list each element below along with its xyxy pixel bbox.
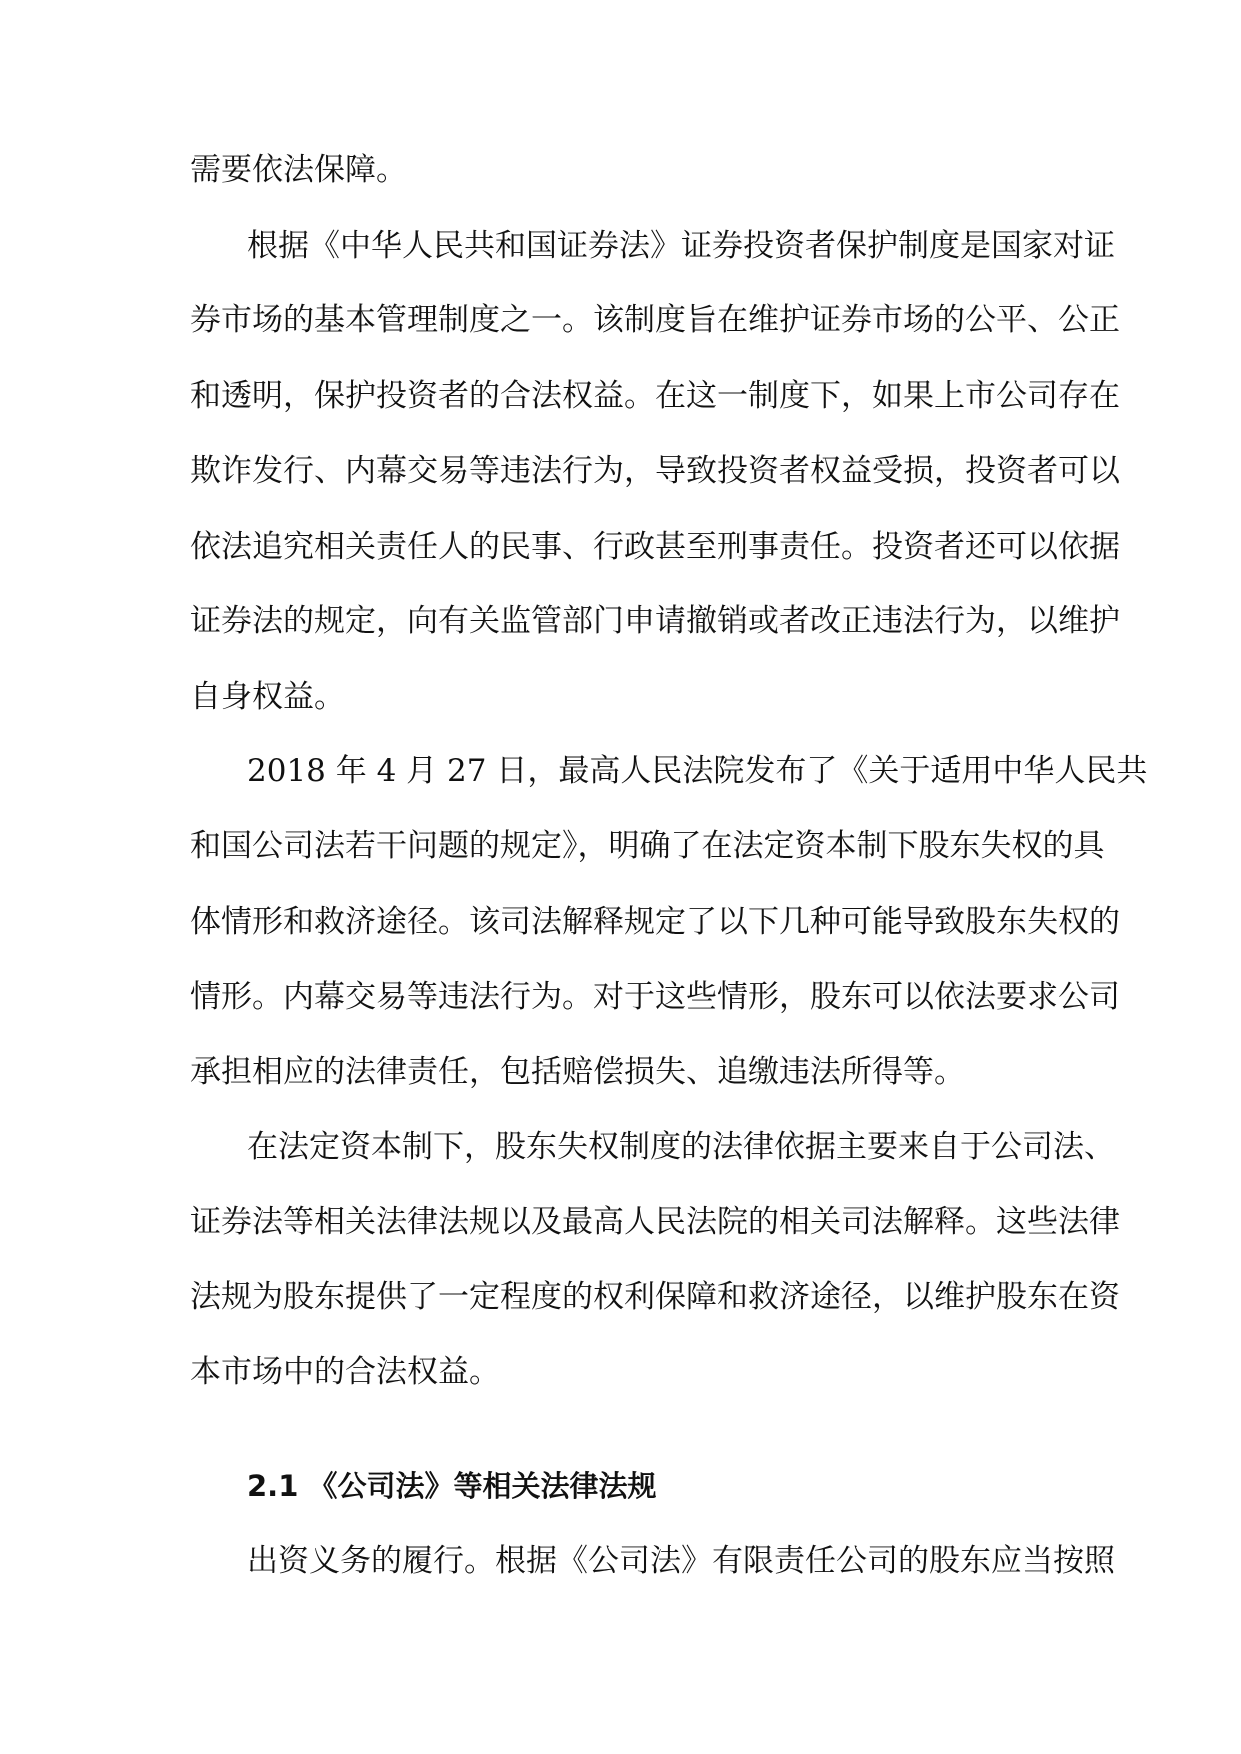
paragraph-line: 根据《中华人民共和国证券法》证券投资者保护制度是国家对证: [247, 228, 1115, 264]
paragraph-line: 证券法的规定，向有关监管部门申请撤销或者改正违法行为，以维护: [190, 603, 1120, 639]
paragraph-line: 和国公司法若干问题的规定》，明确了在法定资本制下股东失权的具: [190, 828, 1105, 864]
paragraph-line: 依法追究相关责任人的民事、行政甚至刑事责任。投资者还可以依据: [190, 529, 1120, 565]
paragraph-line: 本市场中的合法权益。: [190, 1354, 500, 1390]
paragraph-line: 体情形和救济途径。该司法解释规定了以下几种可能导致股东失权的: [190, 904, 1120, 940]
paragraph-line: 需要依法保障。: [190, 152, 407, 188]
paragraph-line: 2018 年 4 月 27 日，最高人民法院发布了《关于适用中华人民共: [247, 753, 1148, 789]
paragraph-line: 证券法等相关法律法规以及最高人民法院的相关司法解释。这些法律: [190, 1204, 1120, 1240]
paragraph-line: 情形。内幕交易等违法行为。对于这些情形，股东可以依法要求公司: [190, 979, 1120, 1015]
paragraph-line: 和透明，保护投资者的合法权益。在这一制度下，如果上市公司存在: [190, 378, 1120, 414]
paragraph-line: 承担相应的法律责任，包括赔偿损失、追缴违法所得等。: [190, 1054, 965, 1090]
paragraph-line: 券市场的基本管理制度之一。该制度旨在维护证券市场的公平、公正: [190, 302, 1120, 338]
paragraph-line: 自身权益。: [190, 679, 345, 715]
paragraph-line: 在法定资本制下，股东失权制度的法律依据主要来自于公司法、: [247, 1129, 1115, 1165]
section-heading: 2.1 《公司法》等相关法律法规: [247, 1469, 657, 1503]
paragraph-line: 出资义务的履行。根据《公司法》有限责任公司的股东应当按照: [247, 1543, 1115, 1579]
paragraph-line: 法规为股东提供了一定程度的权利保障和救济途径，以维护股东在资: [190, 1279, 1120, 1315]
paragraph-line: 欺诈发行、内幕交易等违法行为，导致投资者权益受损，投资者可以: [190, 453, 1120, 489]
